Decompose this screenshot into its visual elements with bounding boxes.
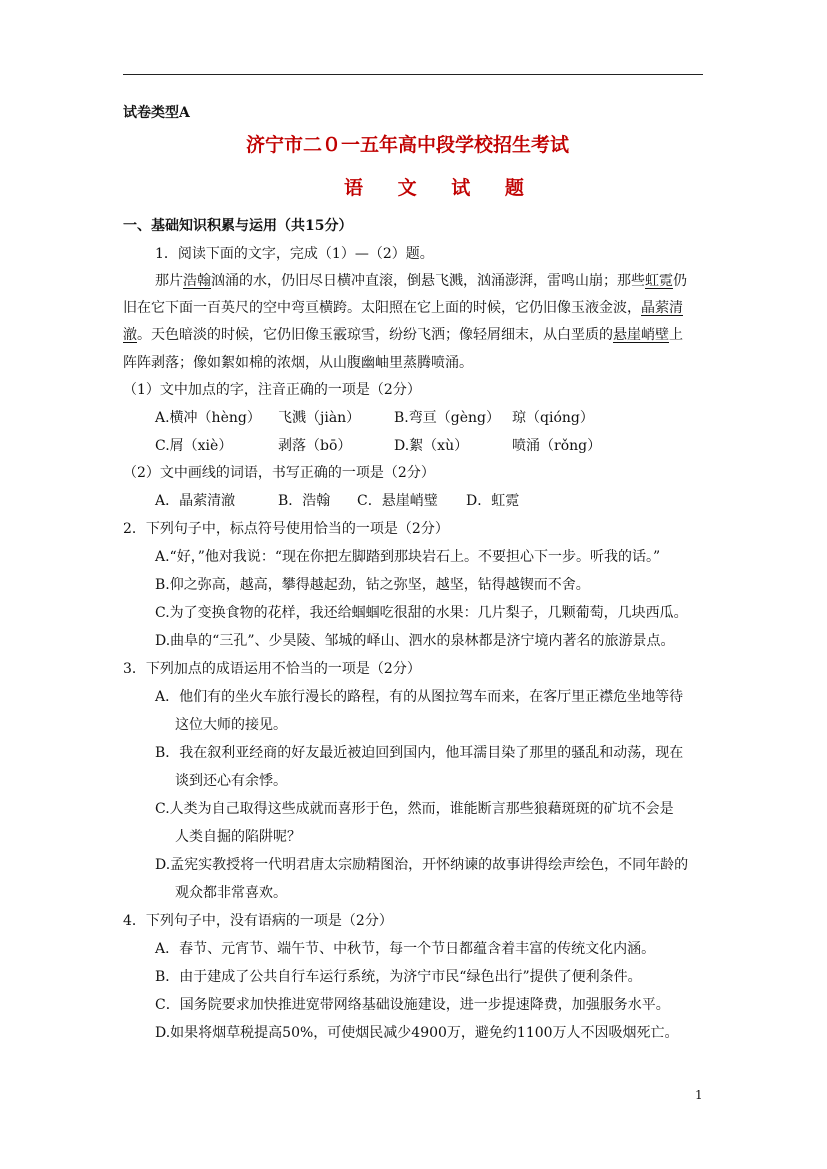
passage-line-3 xyxy=(123,325,683,345)
exam-title: 济宁市二０一五年高中段学校招生考试 xyxy=(246,134,570,156)
paper-type-label: 试卷类型A xyxy=(123,105,190,121)
option-text: C．悬崖峭璧 xyxy=(357,493,438,509)
underlined-word: 虹霓 xyxy=(645,273,673,289)
q4-option-c: C．国务院要求加快推进宽带网络基础设施建设，进一步提速降费，加强服务水平。 xyxy=(155,997,670,1013)
passage-text: 那片 xyxy=(155,273,183,289)
q3-option-c-cont: 人类自掘的陷阱呢？ xyxy=(175,829,301,845)
q3-option-d: D.孟宪实教授将一代明君唐太宗励精图治，开怀纳谏的故事讲得绘声绘色，不同年龄的 xyxy=(155,857,689,873)
q1-sub1-stem: （1）文中加点的字，注音正确的一项是（2分） xyxy=(123,382,421,398)
passage-text: 仍 xyxy=(673,273,687,289)
option-text: 飞溅（jiàn） xyxy=(278,410,361,426)
passage-line-4: 阵阵剥落；像如絮如棉的浓烟，从山腹幽岫里蒸腾喷涌。 xyxy=(123,355,473,371)
q1-intro: 1．阅读下面的文字，完成（1）—（2）题。 xyxy=(155,246,434,262)
option-text: 剥落（bō） xyxy=(278,438,352,454)
q3-option-d-cont: 观众都非常喜欢。 xyxy=(175,885,287,901)
underlined-word: 澈 xyxy=(123,327,137,343)
q2-option-c: C.为了变换食物的花样，我还给蝈蝈吃很甜的水果：几片梨子，几颗葡萄，几块西瓜。 xyxy=(155,605,688,621)
q3-option-a-cont: 这位大师的接见。 xyxy=(175,717,287,733)
option-text: C.屑（xiè） xyxy=(155,438,233,454)
underlined-word: 悬崖峭壁 xyxy=(613,327,669,343)
q3-option-b: B．我在叙利亚经商的好友最近被迫回到国内，他耳濡目染了那里的骚乱和动荡，现在 xyxy=(155,745,684,761)
q2-stem: 2．下列句子中，标点符号使用恰当的一项是（2分） xyxy=(123,521,449,537)
section-heading: 一、基础知识积累与运用（共15分） xyxy=(123,218,353,234)
q4-option-d: D.如果将烟草税提高50%，可使烟民减少4900万，避免约1100万人不因吸烟死亡。 xyxy=(155,1025,679,1041)
q1-sub2-stem: （2）文中画线的词语，书写正确的一项是（2分） xyxy=(123,465,435,481)
q3-option-a: A．他们有的坐火车旅行漫长的路程，有的从图拉驾车而来，在客厅里正襟危坐地等待 xyxy=(155,689,684,705)
q3-option-b-cont: 谈到还心有余悸。 xyxy=(175,773,287,789)
q4-option-b: B．由于建成了公共自行车运行系统，为济宁市民“绿色出行”提供了便利条件。 xyxy=(155,969,642,985)
underlined-word: 晶萦清 xyxy=(641,300,683,316)
page-number: 1 xyxy=(695,1088,703,1102)
option-text: B.弯亘（gèng） xyxy=(394,410,500,426)
q2-option-b: B.仰之弥高，越高，攀得越起劲，钻之弥坚，越坚，钻得越锲而不舍。 xyxy=(155,577,590,593)
option-text: D．虹霓 xyxy=(466,493,520,509)
q4-stem: 4．下列句子中，没有语病的一项是（2分） xyxy=(123,913,393,929)
option-text: A.横冲（hèng） xyxy=(155,410,261,426)
passage-text: 上 xyxy=(669,327,683,343)
option-text: D.絮（xù） xyxy=(394,438,469,454)
option-text: A．晶萦清澈 xyxy=(155,493,236,509)
q2-option-a: A.“好，”他对我说：“现在你把左脚踏到那块岩石上。不要担心下一步。听我的话。” xyxy=(155,549,661,565)
option-text: B．浩翰 xyxy=(278,493,331,509)
header-rule xyxy=(123,74,703,75)
q2-option-d: D.曲阜的“三孔”、少昊陵、邹城的峄山、泗水的泉林都是济宁境内著名的旅游景点。 xyxy=(155,633,675,649)
subject-title: 语 文 试 题 xyxy=(344,177,538,199)
passage-text: 。天色暗淡的时候，它仍旧像玉霰琼雪，纷纷飞洒；像轻屑细末，从白垩质的 xyxy=(137,327,613,343)
q3-option-c: C.人类为自己取得这些成就而喜形于色，然而，谁能断言那些狼藉斑斑的矿坑不会是 xyxy=(155,801,674,817)
q3-stem: 3．下列加点的成语运用不恰当的一项是（2分） xyxy=(123,661,421,677)
option-text: 喷涌（rǒng） xyxy=(512,438,602,454)
q4-option-a: A．春节、元宵节、端午节、中秋节，每一个节日都蕴含着丰富的传统文化内涵。 xyxy=(155,941,656,957)
passage-text: 汹涌的水，仍旧尽日横冲直滚，倒悬飞溅，汹涌澎湃，雷鸣山崩；那些 xyxy=(211,273,645,289)
passage-line-1 xyxy=(155,271,687,291)
passage-text: 旧在它下面一百英尺的空中弯亘横跨。太阳照在它上面的时候，它仍旧像玉液金波， xyxy=(123,300,641,316)
passage-line-2 xyxy=(123,298,683,318)
underlined-word: 浩翰 xyxy=(183,273,211,289)
option-text: 琼（qióng） xyxy=(512,410,594,426)
